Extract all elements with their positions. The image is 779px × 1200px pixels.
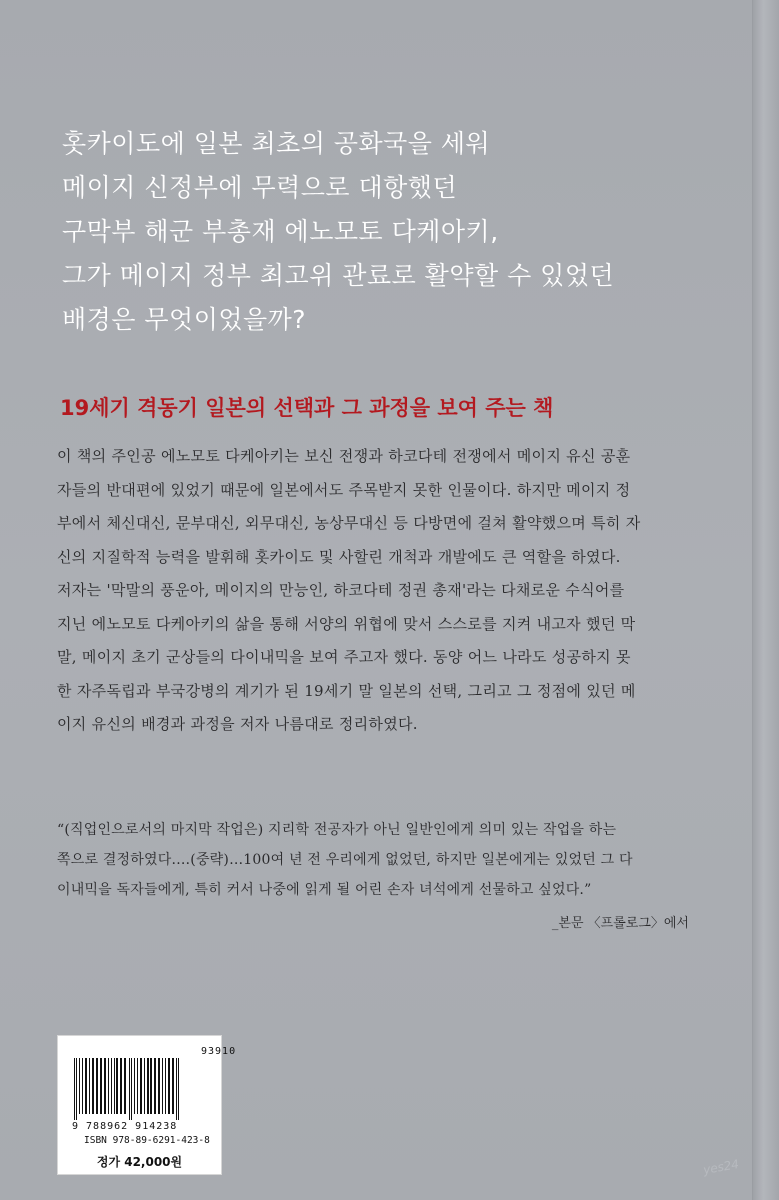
spine-edge [752, 0, 779, 1200]
barcode-bar [120, 1058, 122, 1114]
quote-source: _본문 〈프롤로그〉에서 [551, 916, 689, 931]
quote-line: “(직업인으로서의 마지막 작업은) 지리학 전공자가 아닌 일반인에게 의미 있는 작업을 하는 [57, 822, 617, 838]
body-line: 한 자주독립과 부국강병의 계기가 된 19세기 말 일본의 선택, 그리고 그 정점에 있던 메 [57, 681, 636, 700]
description [57, 440, 707, 742]
barcode-bar [100, 1058, 102, 1114]
isbn: ISBN 978-89-6291-423-8 [84, 1135, 210, 1146]
intro-line: 메이지 신정부에 무력으로 대항했던 [62, 173, 458, 202]
barcode-digits: 9 788962 914238 [72, 1121, 178, 1132]
barcode-bar [129, 1058, 130, 1120]
barcode-bar [96, 1058, 98, 1114]
barcode-bar [85, 1058, 87, 1114]
barcode-bar [162, 1058, 163, 1114]
barcode-bar [111, 1058, 112, 1114]
intro-text [62, 122, 702, 342]
barcode-bar [144, 1058, 145, 1114]
barcode-bar [158, 1058, 160, 1114]
barcode-bar [137, 1058, 138, 1114]
intro-line: 홋카이도에 일본 최초의 공화국을 세워 [62, 129, 491, 158]
quote [57, 815, 707, 905]
intro-line: 그가 메이지 정부 최고위 관료로 활약할 수 있었던 [62, 261, 615, 290]
barcode-bar [82, 1058, 83, 1114]
barcode-bar [114, 1058, 115, 1114]
body-line: 자들의 반대편에 있었기 때문에 일본에서도 주목받지 못한 인물이다. 하지만 메이지 정 [57, 480, 631, 499]
quote-line: 쪽으로 결정하였다.…(중략)…100여 년 전 우리에게 없었던, 하지만 일본에게는 있었던 그 다 [57, 852, 633, 868]
barcode-bar [134, 1058, 135, 1114]
barcode-bar [140, 1058, 142, 1114]
barcode-bar [116, 1058, 118, 1114]
body-line: 신의 지질학적 능력을 발휘해 홋카이도 및 사할린 개척과 개발에도 큰 역할을 하였다. [57, 547, 621, 566]
body-line: 지닌 에노모토 다케아키의 삶을 통해 서양의 위협에 맞서 스스로를 지켜 내고자 했던 막 [57, 614, 636, 633]
barcode-bar [79, 1058, 80, 1114]
barcode-bar [104, 1058, 106, 1114]
headline: 19세기 격동기 일본의 선택과 그 과정을 보여 주는 책 [60, 396, 554, 420]
barcode-bar [168, 1058, 170, 1114]
intro-line: 배경은 무엇이었을까? [62, 305, 307, 334]
barcode-bar [92, 1058, 94, 1114]
watermark-stamp: yes24 [702, 1156, 740, 1178]
body-line: 부에서 체신대신, 문부대신, 외무대신, 농상무대신 등 다방면에 걸쳐 활약했으며 특히 자 [57, 514, 641, 532]
barcode-bar [176, 1058, 177, 1120]
barcode-bar [131, 1058, 132, 1120]
barcode-bar [150, 1058, 152, 1114]
barcode-bar [165, 1058, 166, 1114]
barcode-bar [76, 1058, 77, 1120]
barcode-bar [147, 1058, 149, 1114]
barcode-label [57, 1035, 237, 1175]
intro-line: 구막부 해군 부총재 에노모토 다케아키, [62, 217, 499, 246]
barcode-bar [154, 1058, 156, 1114]
barcode-icon [72, 1058, 208, 1120]
barcode-bar [172, 1058, 174, 1114]
body-line: 저자는 '막말의 풍운아, 메이지의 만능인, 하코다테 정권 총재'라는 다채로운 수식어를 [57, 581, 625, 599]
barcode-addon-number: 93910 [201, 1046, 237, 1057]
barcode-bar [108, 1058, 109, 1114]
body-line: 이지 유신의 배경과 과정을 저자 나름대로 정리하였다. [57, 715, 418, 733]
price: 정가 42,000원 [96, 1155, 183, 1169]
barcode-bar [178, 1058, 179, 1120]
quote-line: 이내믹을 독자들에게, 특히 커서 나중에 읽게 될 어린 손자 녀석에게 선물하고 싶었다.” [57, 882, 592, 898]
barcode-bar [124, 1058, 126, 1114]
barcode-bar [89, 1058, 90, 1114]
barcode-bar [74, 1058, 75, 1120]
body-line: 말, 메이지 초기 군상들의 다이내믹을 보여 주고자 했다. 동양 어느 나라도 성공하지 못 [57, 648, 631, 666]
body-line: 이 책의 주인공 에노모토 다케아키는 보신 전쟁과 하코다테 전쟁에서 메이지 유신 공훈 [57, 447, 631, 465]
